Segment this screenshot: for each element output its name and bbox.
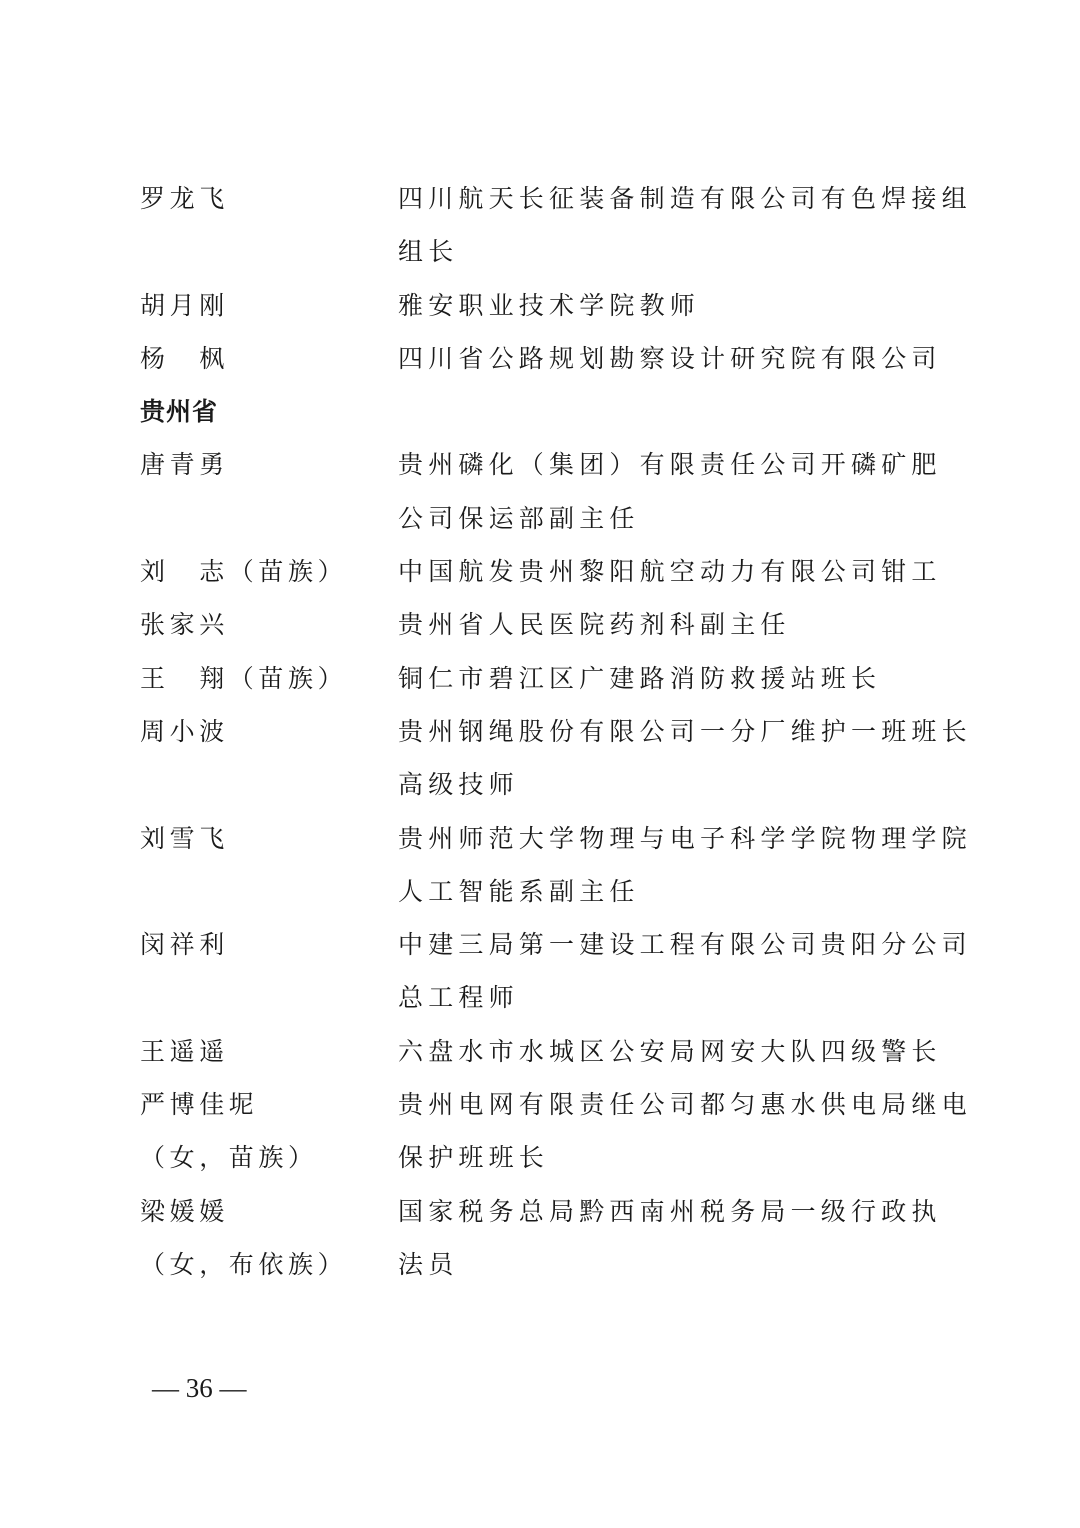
honoree-organization	[398, 545, 942, 598]
honoree-name	[140, 1025, 398, 1078]
honoree-organization-line: 贵州电网有限责任公司都匀惠水供电局继电	[398, 1090, 972, 1120]
honoree-organization	[398, 332, 942, 385]
honoree-organization-line: 雅安职业技术学院教师	[398, 290, 701, 320]
honoree-organization	[398, 652, 940, 705]
honoree-entry	[140, 332, 940, 385]
guizhou-entries	[140, 438, 972, 1291]
honoree-organization-line: 总工程师	[398, 983, 519, 1013]
honoree-name	[140, 1185, 398, 1292]
honoree-entry	[140, 652, 940, 705]
honoree-organization-line: 中国航发贵州黎阳航空动力有限公司钳工	[398, 557, 942, 587]
honoree-entry	[140, 279, 940, 332]
honoree-name	[140, 545, 398, 598]
honoree-name	[140, 705, 398, 758]
honoree-organization-line: 四川省公路规划勘察设计研究院有限公司	[398, 343, 942, 373]
honoree-name	[140, 172, 398, 225]
page-number: — 36 —	[152, 1373, 247, 1403]
honoree-organization-line: 国家税务总局黔西南州税务局一级行政执	[398, 1196, 942, 1226]
honoree-name-line: 周小波	[140, 716, 229, 746]
honoree-name-line: 梁媛媛	[140, 1196, 229, 1226]
honoree-organization	[398, 918, 972, 1025]
honoree-organization-line: 组长	[398, 237, 459, 267]
honoree-organization-line: 贵州师范大学物理与电子科学学院物理学院	[398, 823, 972, 853]
honoree-entry	[140, 918, 972, 1025]
sichuan-entries	[140, 172, 972, 385]
honoree-organization-line: 中建三局第一建设工程有限公司贵阳分公司	[398, 930, 972, 960]
honoree-entry	[140, 705, 972, 812]
honoree-entry	[140, 598, 940, 651]
honoree-entry	[140, 812, 972, 919]
honoree-organization-line: 人工智能系副主任	[398, 876, 640, 906]
honoree-name-line: 闵祥利	[140, 930, 229, 960]
honoree-name	[140, 1078, 398, 1185]
honoree-organization	[398, 1078, 972, 1185]
honoree-name-line: 杨 枫	[140, 343, 229, 373]
honoree-name-line: 刘 志（苗族）	[140, 557, 348, 587]
honoree-organization	[398, 705, 972, 812]
honoree-organization-line: 贵州磷化（集团）有限责任公司开磷矿肥	[398, 450, 942, 480]
honoree-entry	[140, 545, 940, 598]
honoree-name-line: 罗龙飞	[140, 184, 229, 213]
honoree-entry	[140, 1025, 940, 1078]
honoree-organization	[398, 172, 972, 279]
honoree-name-line: （女，苗族）	[140, 1143, 318, 1173]
honoree-organization-line: 贵州钢绳股份有限公司一分厂维护一班班长	[398, 716, 972, 746]
honoree-organization	[398, 598, 940, 651]
honoree-name-line: 严博佳坭	[140, 1090, 259, 1120]
honoree-organization-line: 保护班班长	[398, 1143, 550, 1173]
honoree-name	[140, 598, 398, 651]
honoree-name-line: 王遥遥	[140, 1036, 229, 1066]
honoree-entry	[140, 1185, 940, 1292]
honoree-organization	[398, 438, 942, 545]
province-heading: 贵州省	[140, 397, 219, 427]
honoree-name	[140, 812, 398, 865]
honoree-name	[140, 918, 398, 971]
honoree-organization-line: 高级技师	[398, 770, 519, 800]
honoree-list	[140, 172, 972, 1291]
honoree-name	[140, 332, 398, 385]
honoree-organization	[398, 279, 940, 332]
honoree-organization	[398, 812, 972, 919]
honoree-organization-line: 贵州省人民医院药剂科副主任	[398, 610, 791, 640]
honoree-name	[140, 279, 398, 332]
honoree-organization	[398, 1025, 942, 1078]
honoree-entry	[140, 1078, 972, 1185]
honoree-name-line: （女，布依族）	[140, 1249, 348, 1279]
honoree-name	[140, 652, 398, 705]
honoree-organization-line: 公司保运部副主任	[398, 503, 640, 533]
honoree-name-line: 王 翔（苗族）	[140, 663, 348, 693]
honoree-name	[140, 438, 398, 491]
honoree-organization	[398, 1185, 942, 1292]
honoree-organization-line: 铜仁市碧江区广建路消防救援站班长	[398, 663, 882, 693]
honoree-organization-line: 法员	[398, 1249, 459, 1279]
honoree-name-line: 张家兴	[140, 610, 229, 640]
honoree-entry	[140, 438, 940, 545]
honoree-organization-line: 四川航天长征装备制造有限公司有色焊接组	[398, 184, 972, 213]
honoree-name-line: 刘雪飞	[140, 823, 229, 853]
honoree-organization-line: 六盘水市水城区公安局网安大队四级警长	[398, 1036, 942, 1066]
honoree-entry	[140, 172, 972, 279]
honoree-name-line: 胡月刚	[140, 290, 229, 320]
honoree-name-line: 唐青勇	[140, 450, 229, 480]
